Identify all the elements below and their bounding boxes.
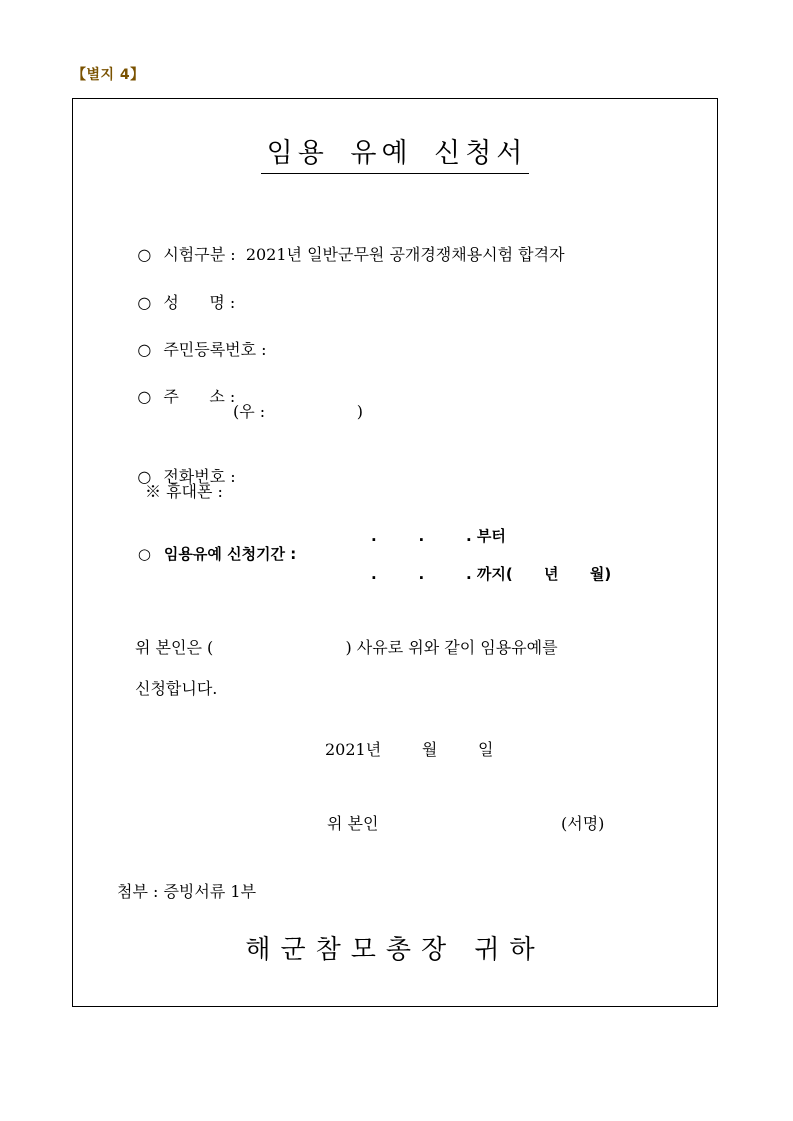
bullet-icon: ○: [137, 545, 151, 563]
bullet-icon: ○: [137, 245, 152, 264]
period-from-field[interactable]: . . . 부터: [371, 527, 506, 545]
resident-number-field[interactable]: 주민등록번호 :: [163, 340, 267, 359]
form-title: 임용 유예 신청서: [261, 138, 530, 174]
address-row: [117, 365, 235, 426]
postal-code-field[interactable]: (우 : ): [233, 402, 363, 421]
bullet-icon: ○: [137, 293, 152, 312]
period-to-field[interactable]: . . . 까지( 년 월): [371, 565, 612, 583]
closing-addressee: 해군참모총장 귀하: [245, 935, 545, 965]
signature-field[interactable]: (서명): [561, 814, 605, 833]
address-field[interactable]: 주 소 :: [163, 387, 236, 406]
exam-type-field: 시험구분 : 2021년 일반군무원 공개경쟁채용시험 합격자: [163, 245, 565, 264]
mobile-field[interactable]: ※ 휴대폰 :: [145, 482, 223, 501]
attachment-note: 첨부 : 증빙서류 1부: [117, 882, 257, 901]
bullet-icon: ○: [137, 387, 152, 406]
period-row: [117, 525, 296, 582]
signer-label: 위 본인: [327, 814, 379, 833]
bullet-icon: ○: [137, 467, 152, 486]
period-label: 임용유예 신청기간 :: [163, 545, 297, 563]
application-form: [72, 98, 718, 1007]
statement-line-2: 신청합니다.: [135, 679, 218, 698]
statement-line-1: 위 본인은 ( ) 사유로 위와 같이 임용유예를: [135, 638, 558, 657]
bullet-icon: ○: [137, 340, 152, 359]
phone-field[interactable]: 전화번호 :: [163, 467, 236, 486]
form-title-wrap: [73, 131, 717, 170]
attachment-form-label: 【별지 4】: [72, 67, 145, 83]
date-line[interactable]: 2021년 월 일: [325, 740, 494, 759]
name-field[interactable]: 성 명 :: [163, 293, 236, 312]
